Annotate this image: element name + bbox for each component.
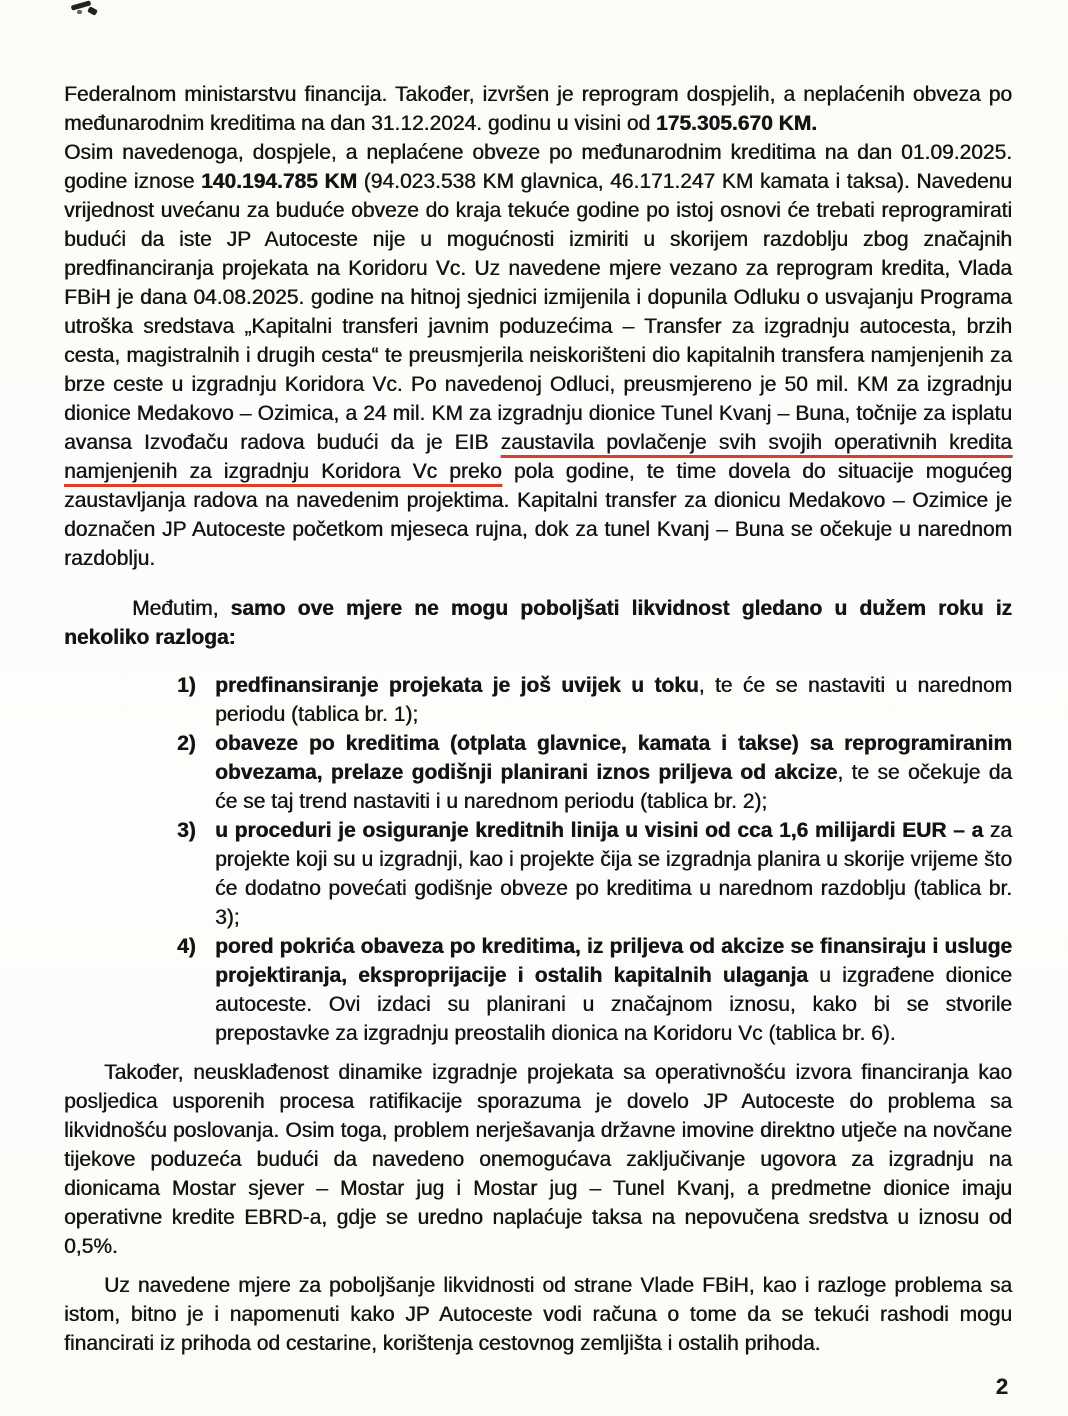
list-item-text: pored pokrića obaveza po kreditima, iz priljeva od akcize se finansiraju i usluge projektiranja, eksproprijacije i ostalih kapitalnih ulaganja u izgrađene dionice autoceste. Ovi izdaci su planirani u značajnom iznosu, kako bi se stvorile prepostavke za izgradnju preostalih dionica na Koridoru Vc (tablica br. 6). bbox=[215, 935, 1012, 1045]
list-item bbox=[64, 816, 1012, 932]
paragraph-text: pola godine, te time dovela do situacije mogućeg zaustavljanja radova na navedenim projektima. Kapitalni transfer za dionicu Medakovo – Ozimice je doznačen JP Autoceste početkom mjeseca rujna, dok za tunel Kvanj – Buna se očekuje u narednom razdoblju. bbox=[64, 460, 1012, 570]
paragraph-text: Uz navedene mjere za poboljšanje likvidnosti od strane Vlade FBiH, kao i razloge problema sa istom, bitno je i napomenuti kako JP Autoceste vodi računa o tome da se tekući rashodi mogu financirati iz prihoda od cestarine, korištenja cestovnog zemljišta i ostalih prihoda. bbox=[64, 1274, 1012, 1355]
scan-artifact-mark bbox=[77, 10, 82, 14]
page-number: 2 bbox=[995, 1374, 1008, 1399]
paragraph-reprogram-2024 bbox=[64, 80, 1012, 138]
list-item bbox=[64, 932, 1012, 1048]
paragraph-text: Također, neusklađenost dinamike izgradnje projekata sa operativnošću izvora financiranja kao posljedica usporenih procesa ratifikacije sporazuma je dovelo JP Autoceste do problema sa likvidnošću poslovanja. Osim toga, problem nerješavanja državne imovine direktno utječe na novčane tijekove poduzeća budući da navedeno onemogućava zaključivanje ugovora za izgradnju na dionicama Mostar sjever – Mostar jug i Mostar jug – Tunel Kvanj, a predmetne dionice imaju operativne kredite EBRD-a, gdje se uredno naplaćuje taksa na nepovučena sredstva u iznosu od 0,5%. bbox=[64, 1061, 1012, 1258]
paragraph-text: (94.023.538 KM glavnica, 46.171.247 KM kamata i taksa). Navedenu vrijednost uvećanu za buduće obveze do kraja tekuće godine po istoj osnovi će trebati reprogramirati budući da iste JP Autoceste nije u mogućnosti izmiriti u skorijem razdoblju zbog značajnih predfinanciranja projekata na Koridoru Vc. Uz navedene mjere vezano za reprogram kredita, Vlada FBiH je dana 04.08.2025. godine na hitnoj sjednici izmijenila i dopunila Odluku o usvajanju Programa utroška sredstava „Kapitalni transferi javnim poduzećima – Transfer za izgradnju autocesta, brzih cesta, magistralnih i drugih cesta“ te preusmjerila neiskorišteni dio kapitalnih transfera namjenjenih za brze ceste u izgradnju Koridora Vc. Po navedenoj Odluci, preusmjereno je 50 mil. KM za izgradnju dionice Medakovo – Ozimica, a 24 mil. KM za izgradnju dionice Tunel Kvanj – Buna, točnije za isplatu avansa Izvođaču radova budući da je EIB bbox=[64, 170, 1012, 454]
paragraph-obveze-2025 bbox=[64, 138, 1012, 573]
list-item-number: 1) bbox=[177, 674, 196, 697]
amount-175m: 175.305.670 KM. bbox=[655, 112, 817, 135]
list-item-text: u proceduri je osiguranje kreditnih linija u visini od cca 1,6 milijardi EUR – a za projekte koji su u izgradnji, kao i projekte čija se izgradnja planira u skorije vrijeme što će dodatno povećati godišnje obveze po kreditima u narednom razdoblju (tablica br. 3); bbox=[215, 819, 1012, 929]
paragraph-takodjer bbox=[64, 1058, 1012, 1261]
bold-statement: samo ove mjere ne mogu poboljšati likvidnost gledano u dužem roku iz nekoliko razloga: bbox=[64, 597, 1012, 649]
list-item-number: 4) bbox=[177, 935, 196, 958]
paragraph-text: Osim navedenoga, dospjele, a neplaćene obveze po međunarodnim kreditima na dan 01.09.2025. godine iznose bbox=[64, 141, 1012, 193]
paragraph-medjutim bbox=[64, 594, 1012, 652]
document-body bbox=[64, 80, 1012, 1358]
list-item-number: 2) bbox=[177, 732, 196, 755]
scan-artifact-mark bbox=[87, 6, 98, 16]
paragraph-uz-navedene bbox=[64, 1271, 1012, 1358]
list-item-number: 3) bbox=[177, 819, 196, 842]
list-item-text: obaveze po kreditima (otplata glavnice, kamata i takse) sa reprogramiranim obvezama, prelaze godišnji planirani iznos priljeva od akcize, te se očekuje da će se taj trend nastaviti i u narednom periodu (tablica br. 2); bbox=[215, 732, 1012, 813]
paragraph-text: Federalnom ministarstvu financija. Također, izvršen je reprogram dospjelih, a neplaćenih obveza po međunarodnim kreditima na dan 31.12.2024. godinu u visini od bbox=[64, 83, 1012, 135]
red-underlined-text: zaustavila povlačenje svih svojih operativnih kredita namjenjenih za izgradnju Koridora Vc preko bbox=[64, 431, 1012, 483]
list-item bbox=[64, 671, 1012, 729]
numbered-list bbox=[64, 671, 1012, 1048]
amount-140m: 140.194.785 KM bbox=[201, 170, 358, 193]
list-item bbox=[64, 729, 1012, 816]
paragraph-text: Međutim, bbox=[132, 597, 231, 620]
list-item-text: predfinansiranje projekata je još uvijek u toku, te će se nastaviti u narednom periodu (tablica br. 1); bbox=[215, 674, 1012, 726]
